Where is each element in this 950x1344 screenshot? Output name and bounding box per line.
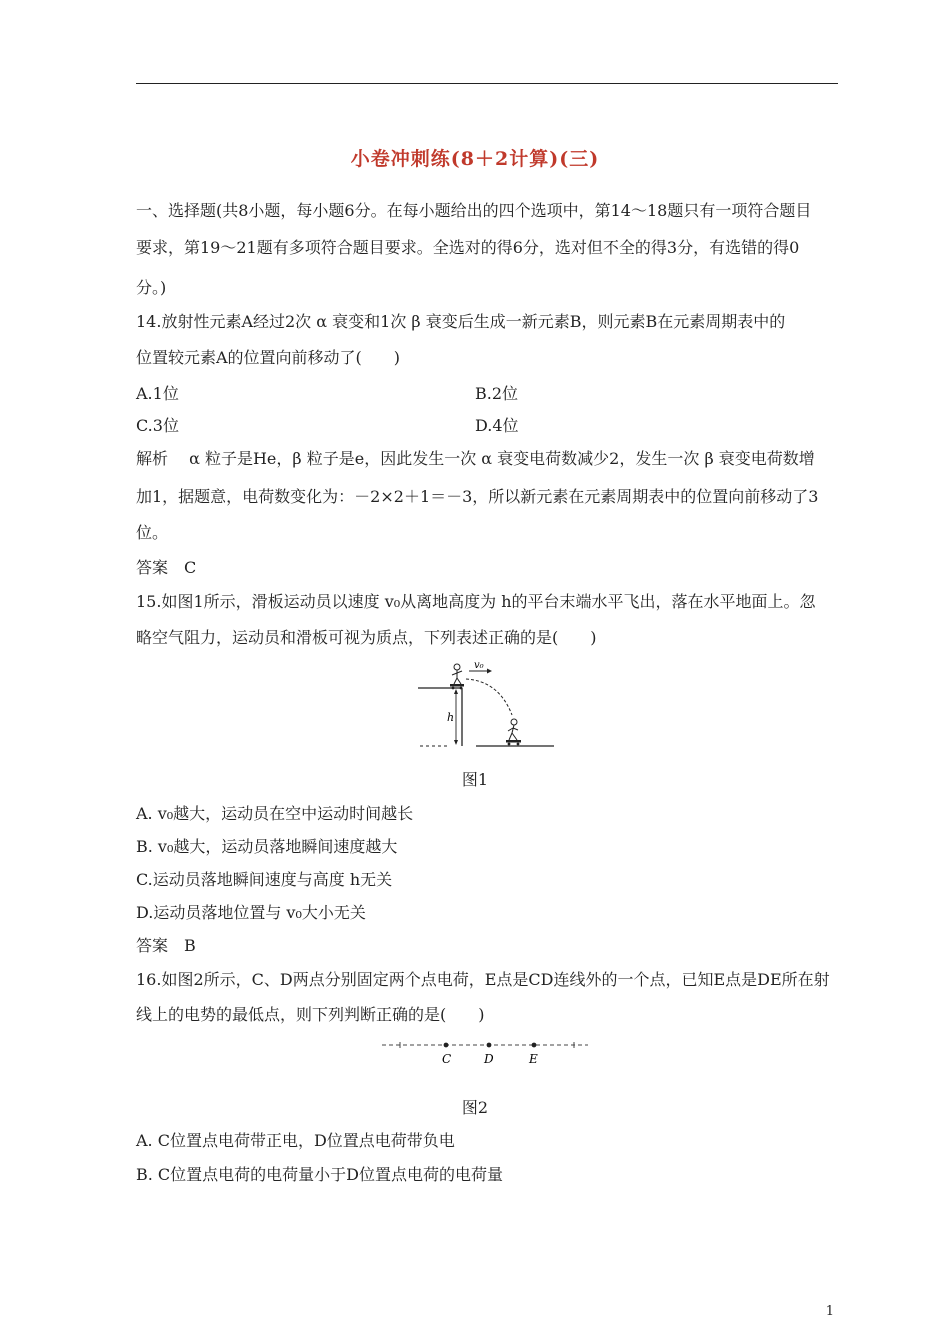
q15-answer: 答案 B <box>136 936 196 955</box>
charge-line-figure <box>378 1036 592 1070</box>
q15-stem: 略空气阻力，运动员和滑板可视为质点，下列表述正确的是( ) <box>136 628 597 647</box>
q14-analysis: 加1，据题意，电荷数变化为：－2×2＋1＝－3，所以新元素在元素周期表中的位置向前移动了3 <box>136 487 819 506</box>
height-label: h <box>447 711 455 724</box>
velocity-label: v₀ <box>474 660 484 671</box>
page-title: 小卷冲刺练(8＋2计算)(三) <box>350 148 600 170</box>
q14-analysis: 解析 α 粒子是He，β 粒子是e，因此发生一次 α 衰变电荷数减少2，发生一次 β 衰变电荷数增 <box>136 449 815 468</box>
q14-option-b: B.2位 <box>475 384 519 403</box>
q14-answer: 答案 C <box>136 558 197 577</box>
figure-1-caption: 图1 <box>461 770 489 789</box>
figure-2-caption: 图2 <box>461 1098 489 1117</box>
q16-option-a: A. C位置点电荷带正电，D位置点电荷带负电 <box>136 1131 455 1150</box>
point-e-label: E <box>529 1052 538 1066</box>
q15-option-a: A. v₀越大，运动员在空中运动时间越长 <box>136 804 414 823</box>
q14-option-a: A.1位 <box>136 384 179 403</box>
point-e-dot <box>532 1043 537 1048</box>
q14-option-d: D.4位 <box>475 416 519 435</box>
skateboard-figure <box>414 655 559 751</box>
header-rule <box>136 83 838 84</box>
intro-line: 一、选择题(共8小题，每小题6分。在每小题给出的四个选项中，第14～18题只有一项符合题目 <box>136 201 812 220</box>
q14-stem: 位置较元素A的位置向前移动了( ) <box>136 348 401 367</box>
q15-option-d: D.运动员落地位置与 v₀大小无关 <box>136 903 366 922</box>
point-d-dot <box>487 1043 492 1048</box>
q15-option-b: B. v₀越大，运动员落地瞬间速度越大 <box>136 837 398 856</box>
point-d-label: D <box>484 1052 494 1066</box>
skater-top-icon <box>450 664 464 689</box>
q14-analysis: 位。 <box>136 523 169 542</box>
q14-stem: 14.放射性元素A经过2次 α 衰变和1次 β 衰变后生成一新元素B，则元素B在元素周期表中的 <box>136 312 786 331</box>
q16-stem: 16.如图2所示，C、D两点分别固定两个点电荷，E点是CD连线外的一个点，已知E点是DE所在射 <box>136 970 830 989</box>
skater-bottom-icon <box>506 719 521 745</box>
page-number: 1 <box>825 1304 834 1319</box>
q15-stem: 15.如图1所示，滑板运动员以速度 v₀从离地高度为 h的平台末端水平飞出，落在水平地面上。忽 <box>136 592 816 611</box>
q16-option-b: B. C位置点电荷的电荷量小于D位置点电荷的电荷量 <box>136 1165 504 1184</box>
intro-line: 分。) <box>136 278 167 297</box>
q16-stem: 线上的电势的最低点，则下列判断正确的是( ) <box>136 1005 485 1024</box>
point-c-dot <box>444 1043 449 1048</box>
point-c-label: C <box>442 1052 452 1066</box>
q15-option-c: C.运动员落地瞬间速度与高度 h无关 <box>136 870 393 889</box>
q14-option-c: C.3位 <box>136 416 179 435</box>
intro-line: 要求，第19～21题有多项符合题目要求。全选对的得6分，选对但不全的得3分，有选错的得0 <box>136 238 800 257</box>
